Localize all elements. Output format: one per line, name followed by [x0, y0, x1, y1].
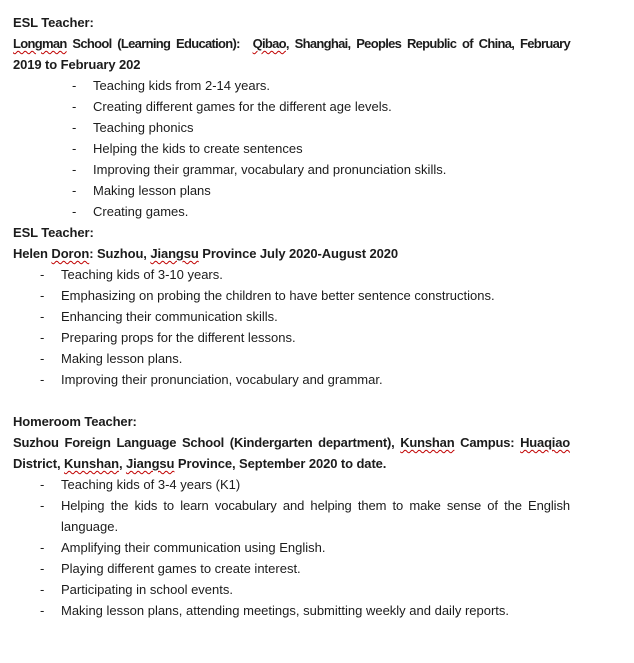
bullet-line: Improving their grammar, vocabulary and pronunciation skills. [93, 162, 447, 177]
bullet-item [72, 75, 570, 96]
bullet-item [40, 474, 570, 495]
section-role-heading: ESL Teacher: [13, 15, 94, 30]
section-title-line [13, 33, 570, 54]
bullet-line: Emphasizing on probing the children to have better sentence constructions. [61, 288, 495, 303]
bullet-dash: - [72, 204, 77, 219]
bullet-dash: - [72, 78, 77, 93]
title-text: : Suzhou, [89, 246, 151, 261]
title-text: Campus: [454, 435, 521, 450]
section-role-heading: Homeroom Teacher: [13, 414, 137, 429]
bullet-dash: - [40, 372, 45, 387]
bullet-item [40, 285, 570, 306]
bullet-text [93, 180, 570, 201]
bullet-text [61, 558, 570, 579]
bullet-text [93, 201, 570, 222]
bullet-line: Teaching phonics [93, 120, 194, 135]
misspelled-word: Kunshan [64, 456, 119, 471]
section-title-line [13, 453, 570, 474]
bullet-line: Making lesson plans. [61, 351, 183, 366]
bullet-dash: - [40, 498, 45, 513]
bullet-line: Teaching kids of 3-10 years. [61, 267, 223, 282]
bullet-text [93, 96, 570, 117]
bullet-line: Participating in school events. [61, 582, 233, 597]
bullet-text [61, 579, 570, 600]
bullet-item [72, 96, 570, 117]
title-text: 2019 to February 202 [13, 57, 141, 72]
bullet-item [40, 600, 570, 621]
bullet-line: Making lesson plans, attending meetings, submitting weekly and daily reports. [61, 603, 510, 618]
bullet-item [72, 138, 570, 159]
bullet-line: Creating games. [93, 204, 189, 219]
bullet-text [61, 264, 570, 285]
bullet-text [61, 537, 570, 558]
bullet-item [40, 558, 570, 579]
bullet-list [13, 75, 570, 222]
bullet-dash: - [72, 162, 77, 177]
resume-experience-document [13, 12, 570, 621]
bullet-dash: - [40, 288, 45, 303]
bullet-line: Creating different games for the different age levels. [93, 99, 392, 114]
bullet-dash: - [40, 267, 45, 282]
bullet-line: Amplifying their communication using English. [61, 540, 326, 555]
bullet-text [93, 75, 570, 96]
bullet-dash: - [40, 330, 45, 345]
misspelled-word: Jiangsu [125, 456, 175, 471]
misspelled-word: Jiangsu [150, 246, 199, 261]
section-role-heading: ESL Teacher: [13, 225, 94, 240]
bullet-text [61, 474, 570, 495]
bullet-text [93, 138, 570, 159]
bullet-line: Teaching kids from 2-14 years. [93, 78, 271, 93]
bullet-item [40, 327, 570, 348]
bullet-item [40, 348, 570, 369]
misspelled-word: Doron [51, 246, 90, 261]
misspelled-word: Huaqiao [520, 435, 570, 450]
bullet-text [61, 306, 570, 327]
title-text: Helen [13, 246, 52, 261]
bullet-line: Helping the kids to learn vocabulary and helping them to make sense of the English [61, 498, 570, 513]
bullet-list [13, 474, 570, 621]
bullet-dash: - [40, 351, 45, 366]
bullet-text [61, 369, 570, 390]
bullet-dash: - [72, 183, 77, 198]
bullet-item [40, 369, 570, 390]
bullet-line: Helping the kids to create sentences [93, 141, 303, 156]
bullet-item [40, 537, 570, 558]
misspelled-word: Kunshan [400, 435, 455, 450]
bullet-item [40, 495, 570, 537]
bullet-dash: - [72, 99, 77, 114]
bullet-text [93, 117, 570, 138]
experience-section [13, 222, 570, 390]
bullet-dash: - [72, 120, 77, 135]
bullet-item [72, 117, 570, 138]
title-text: Province July 2020-August 2020 [198, 246, 398, 261]
bullet-dash: - [40, 540, 45, 555]
bullet-line: Preparing props for the different lessons. [61, 330, 296, 345]
experience-section [13, 411, 570, 621]
bullet-text [61, 600, 570, 621]
bullet-line: language. [61, 519, 119, 534]
title-text: Suzhou Foreign Language School (Kindergarten department), [13, 435, 401, 450]
title-text: School (Learning Education): [66, 36, 246, 51]
title-text: District, [13, 456, 65, 471]
bullet-item [72, 180, 570, 201]
bullet-text [93, 159, 570, 180]
bullet-line: Enhancing their communication skills. [61, 309, 278, 324]
title-text: Province, September 2020 to date. [174, 456, 387, 471]
bullet-list [13, 264, 570, 390]
bullet-text [61, 285, 570, 306]
bullet-dash: - [40, 603, 45, 618]
title-text: , [118, 456, 126, 471]
bullet-text [61, 327, 570, 348]
bullet-text [61, 495, 570, 537]
bullet-line: Improving their pronunciation, vocabulary and grammar. [61, 372, 383, 387]
section-title-line [13, 243, 570, 264]
bullet-item [40, 306, 570, 327]
bullet-line: Making lesson plans [93, 183, 211, 198]
bullet-dash: - [72, 141, 77, 156]
bullet-item [40, 579, 570, 600]
title-text: , Shanghai, Peoples Republic of China, February [285, 36, 570, 51]
bullet-dash: - [40, 582, 45, 597]
bullet-dash: - [40, 477, 45, 492]
section-title-line [13, 54, 570, 75]
bullet-text [61, 348, 570, 369]
bullet-item [40, 264, 570, 285]
bullet-line: Teaching kids of 3-4 years (K1) [61, 477, 241, 492]
bullet-item [72, 159, 570, 180]
bullet-line: Playing different games to create interest. [61, 561, 301, 576]
section-title-line [13, 432, 570, 453]
misspelled-word: Qibao [252, 36, 286, 51]
misspelled-word: Longman [13, 36, 67, 51]
bullet-item [72, 201, 570, 222]
experience-section [13, 12, 570, 222]
bullet-dash: - [40, 309, 45, 324]
bullet-dash: - [40, 561, 45, 576]
